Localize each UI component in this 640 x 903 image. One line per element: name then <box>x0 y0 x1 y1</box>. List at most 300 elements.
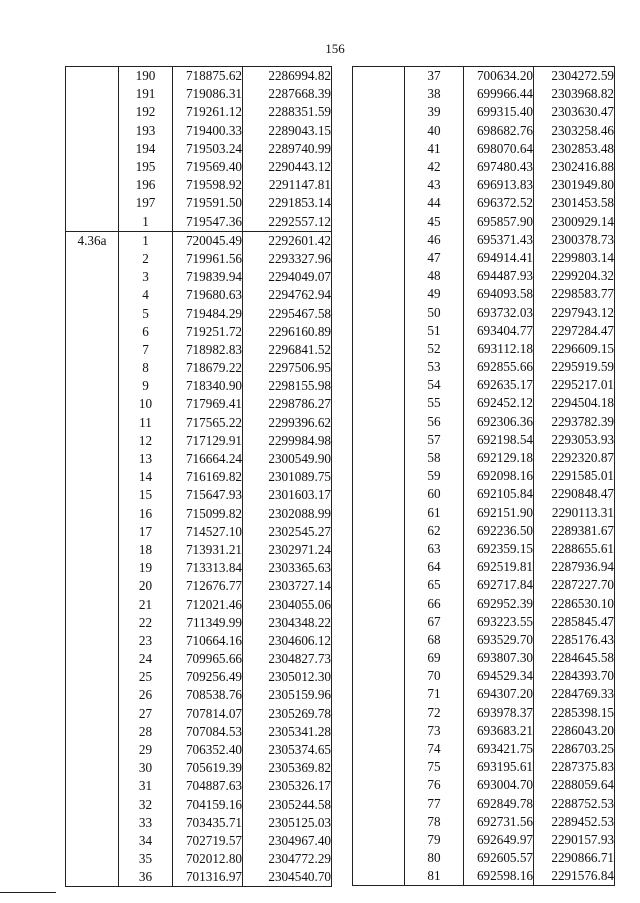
x-coordinate-cell: 703435.71 <box>173 814 243 832</box>
x-coordinate-cell: 698070.64 <box>464 140 534 158</box>
area-cell <box>66 650 119 668</box>
table-row <box>66 103 332 121</box>
y-coordinate-cell: 2285398.15 <box>534 704 615 722</box>
point-number-cell: 5 <box>119 304 173 322</box>
y-coordinate-cell: 2301089.75 <box>243 468 332 486</box>
table-row <box>353 849 615 867</box>
area-cell <box>66 723 119 741</box>
y-coordinate-cell: 2291585.01 <box>534 467 615 485</box>
point-number-cell: 24 <box>119 650 173 668</box>
area-cell <box>66 632 119 650</box>
table-row <box>353 449 615 467</box>
point-number-cell: 59 <box>405 467 464 485</box>
x-coordinate-cell: 711349.99 <box>173 614 243 632</box>
x-coordinate-cell: 693421.75 <box>464 740 534 758</box>
point-number-cell: 72 <box>405 704 464 722</box>
x-coordinate-cell: 692129.18 <box>464 449 534 467</box>
x-coordinate-cell: 692855.66 <box>464 358 534 376</box>
y-coordinate-cell: 2297284.47 <box>534 322 615 340</box>
point-number-cell: 40 <box>405 122 464 140</box>
y-coordinate-cell: 2301603.17 <box>243 486 332 504</box>
x-coordinate-cell: 720045.49 <box>173 231 243 250</box>
table-row <box>66 194 332 212</box>
table-row <box>66 122 332 140</box>
y-coordinate-cell: 2304055.06 <box>243 595 332 613</box>
y-coordinate-cell: 2298155.98 <box>243 377 332 395</box>
area-cell <box>66 323 119 341</box>
y-coordinate-cell: 2291147.81 <box>243 176 332 194</box>
y-coordinate-cell: 2302971.24 <box>243 541 332 559</box>
x-coordinate-cell: 693978.37 <box>464 704 534 722</box>
point-number-cell: 47 <box>405 249 464 267</box>
y-coordinate-cell: 2305341.28 <box>243 723 332 741</box>
point-number-cell: 17 <box>119 523 173 541</box>
x-coordinate-cell: 718679.22 <box>173 359 243 377</box>
area-cell <box>353 613 405 631</box>
area-cell <box>66 67 119 86</box>
point-number-cell: 29 <box>119 741 173 759</box>
table-row <box>353 704 615 722</box>
x-coordinate-cell: 695857.90 <box>464 213 534 231</box>
y-coordinate-cell: 2292320.87 <box>534 449 615 467</box>
table-row <box>353 758 615 776</box>
x-coordinate-cell: 692598.16 <box>464 867 534 886</box>
area-cell <box>66 705 119 723</box>
area-cell <box>66 614 119 632</box>
x-coordinate-cell: 709256.49 <box>173 668 243 686</box>
table-row <box>66 541 332 559</box>
table-row <box>66 377 332 395</box>
y-coordinate-cell: 2287227.70 <box>534 576 615 594</box>
point-number-cell: 8 <box>119 359 173 377</box>
point-number-cell: 7 <box>119 341 173 359</box>
table-row <box>66 213 332 232</box>
y-coordinate-cell: 2292557.12 <box>243 213 332 232</box>
y-coordinate-cell: 2296609.15 <box>534 340 615 358</box>
area-cell <box>66 122 119 140</box>
table-row <box>353 103 615 121</box>
table-row <box>353 176 615 194</box>
area-cell <box>353 285 405 303</box>
y-coordinate-cell: 2294504.18 <box>534 394 615 412</box>
table-row <box>66 850 332 868</box>
table-row <box>66 741 332 759</box>
y-coordinate-cell: 2290443.12 <box>243 158 332 176</box>
point-number-cell: 18 <box>119 541 173 559</box>
table-row <box>66 176 332 194</box>
point-number-cell: 57 <box>405 431 464 449</box>
point-number-cell: 64 <box>405 558 464 576</box>
table-row <box>66 304 332 322</box>
table-row <box>353 431 615 449</box>
table-row <box>66 359 332 377</box>
table-row <box>353 303 615 321</box>
table-row <box>353 649 615 667</box>
point-number-cell: 60 <box>405 485 464 503</box>
table-row <box>66 67 332 86</box>
x-coordinate-cell: 692717.84 <box>464 576 534 594</box>
point-number-cell: 71 <box>405 685 464 703</box>
point-number-cell: 52 <box>405 340 464 358</box>
point-number-cell: 19 <box>119 559 173 577</box>
table-row <box>353 140 615 158</box>
point-number-cell: 67 <box>405 613 464 631</box>
y-coordinate-cell: 2305374.65 <box>243 741 332 759</box>
area-cell <box>353 449 405 467</box>
x-coordinate-cell: 692098.16 <box>464 467 534 485</box>
area-cell <box>66 486 119 504</box>
bottom-rule <box>0 892 56 893</box>
y-coordinate-cell: 2301949.80 <box>534 176 615 194</box>
coordinates-table-left <box>65 66 332 887</box>
area-cell <box>66 523 119 541</box>
area-cell <box>353 631 405 649</box>
x-coordinate-cell: 692105.84 <box>464 485 534 503</box>
area-cell <box>66 559 119 577</box>
area-cell <box>353 776 405 794</box>
area-cell <box>353 376 405 394</box>
table-row <box>353 340 615 358</box>
table-row <box>353 613 615 631</box>
area-cell <box>66 395 119 413</box>
x-coordinate-cell: 717969.41 <box>173 395 243 413</box>
point-number-cell: 75 <box>405 758 464 776</box>
x-coordinate-cell: 704159.16 <box>173 796 243 814</box>
x-coordinate-cell: 719400.33 <box>173 122 243 140</box>
point-number-cell: 58 <box>405 449 464 467</box>
point-number-cell: 14 <box>119 468 173 486</box>
area-cell <box>66 432 119 450</box>
y-coordinate-cell: 2304967.40 <box>243 832 332 850</box>
table-row <box>66 231 332 250</box>
y-coordinate-cell: 2287375.83 <box>534 758 615 776</box>
y-coordinate-cell: 2289740.99 <box>243 140 332 158</box>
area-cell <box>66 577 119 595</box>
x-coordinate-cell: 692519.81 <box>464 558 534 576</box>
point-number-cell: 73 <box>405 722 464 740</box>
table-row <box>66 686 332 704</box>
point-number-cell: 38 <box>405 85 464 103</box>
point-number-cell: 48 <box>405 267 464 285</box>
y-coordinate-cell: 2288059.64 <box>534 776 615 794</box>
y-coordinate-cell: 2304827.73 <box>243 650 332 668</box>
x-coordinate-cell: 719503.24 <box>173 140 243 158</box>
area-cell <box>66 668 119 686</box>
table-row <box>353 485 615 503</box>
area-cell <box>353 467 405 485</box>
y-coordinate-cell: 2305269.78 <box>243 705 332 723</box>
area-cell <box>353 649 405 667</box>
area-cell <box>66 868 119 887</box>
point-number-cell: 65 <box>405 576 464 594</box>
area-cell <box>66 250 119 268</box>
y-coordinate-cell: 2303968.82 <box>534 85 615 103</box>
area-cell <box>66 304 119 322</box>
point-number-cell: 10 <box>119 395 173 413</box>
table-row <box>66 577 332 595</box>
area-cell <box>353 394 405 412</box>
coordinates-table-right <box>352 66 615 886</box>
table-row <box>66 523 332 541</box>
y-coordinate-cell: 2295919.59 <box>534 358 615 376</box>
area-cell <box>353 267 405 285</box>
y-coordinate-cell: 2287936.94 <box>534 558 615 576</box>
x-coordinate-cell: 719961.56 <box>173 250 243 268</box>
area-cell <box>66 194 119 212</box>
y-coordinate-cell: 2293327.96 <box>243 250 332 268</box>
x-coordinate-cell: 716169.82 <box>173 468 243 486</box>
y-coordinate-cell: 2286994.82 <box>243 67 332 86</box>
x-coordinate-cell: 716664.24 <box>173 450 243 468</box>
point-number-cell: 37 <box>405 67 464 86</box>
x-coordinate-cell: 719261.12 <box>173 103 243 121</box>
point-number-cell: 4 <box>119 286 173 304</box>
x-coordinate-cell: 718982.83 <box>173 341 243 359</box>
x-coordinate-cell: 717129.91 <box>173 432 243 450</box>
x-coordinate-cell: 719591.50 <box>173 194 243 212</box>
x-coordinate-cell: 719680.63 <box>173 286 243 304</box>
area-cell <box>353 576 405 594</box>
point-number-cell: 68 <box>405 631 464 649</box>
table-row <box>353 594 615 612</box>
point-number-cell: 11 <box>119 414 173 432</box>
table-row <box>353 740 615 758</box>
y-coordinate-cell: 2302545.27 <box>243 523 332 541</box>
table-row <box>66 323 332 341</box>
point-number-cell: 51 <box>405 322 464 340</box>
x-coordinate-cell: 715647.93 <box>173 486 243 504</box>
x-coordinate-cell: 692452.12 <box>464 394 534 412</box>
table-row <box>353 267 615 285</box>
area-cell <box>353 303 405 321</box>
y-coordinate-cell: 2302853.48 <box>534 140 615 158</box>
point-number-cell: 50 <box>405 303 464 321</box>
y-coordinate-cell: 2305012.30 <box>243 668 332 686</box>
x-coordinate-cell: 693112.18 <box>464 340 534 358</box>
point-number-cell: 66 <box>405 594 464 612</box>
point-number-cell: 195 <box>119 158 173 176</box>
point-number-cell: 191 <box>119 85 173 103</box>
area-cell <box>353 176 405 194</box>
table-row <box>66 705 332 723</box>
table-row <box>353 194 615 212</box>
x-coordinate-cell: 693807.30 <box>464 649 534 667</box>
table-row <box>66 796 332 814</box>
x-coordinate-cell: 692605.57 <box>464 849 534 867</box>
y-coordinate-cell: 2305326.17 <box>243 777 332 795</box>
point-number-cell: 78 <box>405 813 464 831</box>
x-coordinate-cell: 693223.55 <box>464 613 534 631</box>
x-coordinate-cell: 719484.29 <box>173 304 243 322</box>
y-coordinate-cell: 2303630.47 <box>534 103 615 121</box>
y-coordinate-cell: 2303365.63 <box>243 559 332 577</box>
y-coordinate-cell: 2300929.14 <box>534 213 615 231</box>
point-number-cell: 22 <box>119 614 173 632</box>
y-coordinate-cell: 2284645.58 <box>534 649 615 667</box>
table-row <box>66 505 332 523</box>
y-coordinate-cell: 2287668.39 <box>243 85 332 103</box>
area-cell <box>353 740 405 758</box>
x-coordinate-cell: 694093.58 <box>464 285 534 303</box>
point-number-cell: 3 <box>119 268 173 286</box>
area-cell <box>353 558 405 576</box>
area-cell: 4.36a <box>66 231 119 250</box>
y-coordinate-cell: 2286530.10 <box>534 594 615 612</box>
point-number-cell: 80 <box>405 849 464 867</box>
y-coordinate-cell: 2294762.94 <box>243 286 332 304</box>
area-cell <box>353 413 405 431</box>
y-coordinate-cell: 2305125.03 <box>243 814 332 832</box>
page-number: 156 <box>325 41 345 56</box>
x-coordinate-cell: 694914.41 <box>464 249 534 267</box>
y-coordinate-cell: 2302088.99 <box>243 505 332 523</box>
table-row <box>66 723 332 741</box>
area-cell <box>353 67 405 86</box>
x-coordinate-cell: 694529.34 <box>464 667 534 685</box>
point-number-cell: 55 <box>405 394 464 412</box>
area-cell <box>353 831 405 849</box>
y-coordinate-cell: 2299803.14 <box>534 249 615 267</box>
table-row <box>353 722 615 740</box>
y-coordinate-cell: 2303727.14 <box>243 577 332 595</box>
area-cell <box>66 158 119 176</box>
area-cell <box>353 504 405 522</box>
area-cell <box>66 850 119 868</box>
table-row <box>66 632 332 650</box>
area-cell <box>66 832 119 850</box>
coordinates-table-right-body <box>353 67 615 886</box>
y-coordinate-cell: 2291853.14 <box>243 194 332 212</box>
area-cell <box>66 796 119 814</box>
x-coordinate-cell: 692731.56 <box>464 813 534 831</box>
y-coordinate-cell: 2289381.67 <box>534 522 615 540</box>
point-number-cell: 76 <box>405 776 464 794</box>
x-coordinate-cell: 692649.97 <box>464 831 534 849</box>
x-coordinate-cell: 713931.21 <box>173 541 243 559</box>
table-row <box>66 268 332 286</box>
area-cell <box>353 795 405 813</box>
x-coordinate-cell: 697480.43 <box>464 158 534 176</box>
table-row <box>353 576 615 594</box>
point-number-cell: 196 <box>119 176 173 194</box>
x-coordinate-cell: 702012.80 <box>173 850 243 868</box>
area-cell <box>353 322 405 340</box>
point-number-cell: 79 <box>405 831 464 849</box>
point-number-cell: 46 <box>405 231 464 249</box>
coordinates-table-left-body <box>66 67 332 887</box>
y-coordinate-cell: 2299204.32 <box>534 267 615 285</box>
table-row <box>353 394 615 412</box>
area-cell <box>66 359 119 377</box>
table-row <box>353 413 615 431</box>
point-number-cell: 69 <box>405 649 464 667</box>
x-coordinate-cell: 692952.39 <box>464 594 534 612</box>
table-row <box>353 522 615 540</box>
table-row <box>353 831 615 849</box>
table-row <box>66 595 332 613</box>
y-coordinate-cell: 2300378.73 <box>534 231 615 249</box>
point-number-cell: 54 <box>405 376 464 394</box>
x-coordinate-cell: 693195.61 <box>464 758 534 776</box>
x-coordinate-cell: 707084.53 <box>173 723 243 741</box>
y-coordinate-cell: 2298786.27 <box>243 395 332 413</box>
y-coordinate-cell: 2300549.90 <box>243 450 332 468</box>
table-row <box>66 650 332 668</box>
y-coordinate-cell: 2295217.01 <box>534 376 615 394</box>
table-row <box>66 341 332 359</box>
x-coordinate-cell: 693529.70 <box>464 631 534 649</box>
x-coordinate-cell: 719839.94 <box>173 268 243 286</box>
area-cell <box>353 849 405 867</box>
x-coordinate-cell: 692359.15 <box>464 540 534 558</box>
table-row <box>66 668 332 686</box>
table-row <box>353 467 615 485</box>
table-row <box>66 486 332 504</box>
y-coordinate-cell: 2291576.84 <box>534 867 615 886</box>
y-coordinate-cell: 2295467.58 <box>243 304 332 322</box>
y-coordinate-cell: 2285176.43 <box>534 631 615 649</box>
area-cell <box>353 103 405 121</box>
y-coordinate-cell: 2290866.71 <box>534 849 615 867</box>
point-number-cell: 77 <box>405 795 464 813</box>
table-row <box>353 631 615 649</box>
x-coordinate-cell: 719251.72 <box>173 323 243 341</box>
x-coordinate-cell: 693732.03 <box>464 303 534 321</box>
y-coordinate-cell: 2292601.42 <box>243 231 332 250</box>
x-coordinate-cell: 700634.20 <box>464 67 534 86</box>
area-cell <box>66 103 119 121</box>
point-number-cell: 74 <box>405 740 464 758</box>
y-coordinate-cell: 2298583.77 <box>534 285 615 303</box>
x-coordinate-cell: 708538.76 <box>173 686 243 704</box>
y-coordinate-cell: 2285845.47 <box>534 613 615 631</box>
x-coordinate-cell: 714527.10 <box>173 523 243 541</box>
y-coordinate-cell: 2305244.58 <box>243 796 332 814</box>
x-coordinate-cell: 692151.90 <box>464 504 534 522</box>
area-cell <box>66 450 119 468</box>
x-coordinate-cell: 719598.92 <box>173 176 243 194</box>
y-coordinate-cell: 2305369.82 <box>243 759 332 777</box>
point-number-cell: 20 <box>119 577 173 595</box>
x-coordinate-cell: 719569.40 <box>173 158 243 176</box>
x-coordinate-cell: 692236.50 <box>464 522 534 540</box>
x-coordinate-cell: 696913.83 <box>464 176 534 194</box>
y-coordinate-cell: 2304772.29 <box>243 850 332 868</box>
table-row <box>353 504 615 522</box>
y-coordinate-cell: 2299396.62 <box>243 414 332 432</box>
x-coordinate-cell: 717565.22 <box>173 414 243 432</box>
table-row <box>353 122 615 140</box>
area-cell <box>66 686 119 704</box>
y-coordinate-cell: 2296160.89 <box>243 323 332 341</box>
area-cell <box>353 704 405 722</box>
point-number-cell: 35 <box>119 850 173 868</box>
point-number-cell: 25 <box>119 668 173 686</box>
x-coordinate-cell: 692849.78 <box>464 795 534 813</box>
area-cell <box>353 540 405 558</box>
x-coordinate-cell: 692306.36 <box>464 413 534 431</box>
y-coordinate-cell: 2290157.93 <box>534 831 615 849</box>
table-row <box>66 140 332 158</box>
x-coordinate-cell: 699315.40 <box>464 103 534 121</box>
table-row <box>353 667 615 685</box>
y-coordinate-cell: 2304540.70 <box>243 868 332 887</box>
area-cell <box>66 505 119 523</box>
area-cell <box>353 140 405 158</box>
point-number-cell: 39 <box>405 103 464 121</box>
point-number-cell: 34 <box>119 832 173 850</box>
x-coordinate-cell: 719086.31 <box>173 85 243 103</box>
